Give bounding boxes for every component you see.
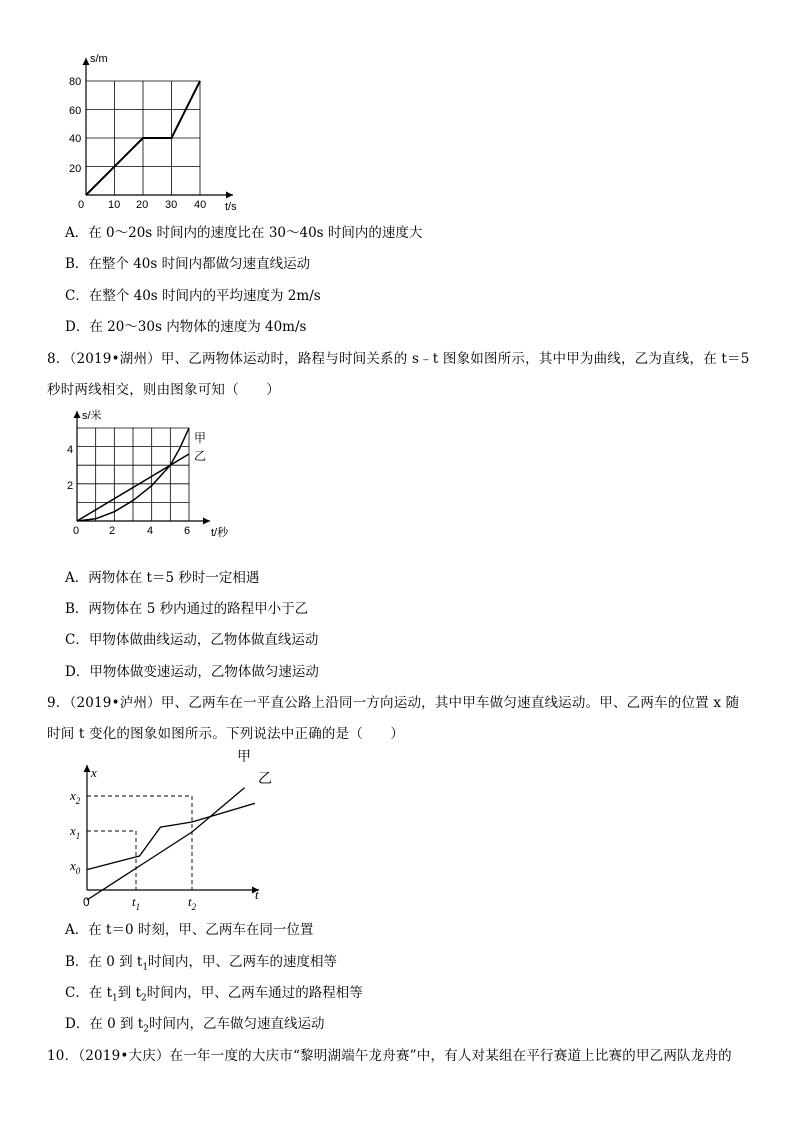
q7-option-c: C．在整个 40s 时间内的平均速度为 2m/s xyxy=(65,288,321,304)
q7-option-b: B．在整个 40s 时间内都做匀速直线运动 xyxy=(65,256,311,272)
graph-3-ytick-x2: $x_2$ xyxy=(70,788,81,806)
graph-3-x-t xyxy=(62,745,282,915)
graph-1-xtick-20: 20 xyxy=(136,199,149,211)
graph-1-xtick-40: 40 xyxy=(194,199,207,211)
q8-option-a: A．两物体在 t＝5 秒时一定相遇 xyxy=(65,570,260,586)
q9-option-b: B．在 0 到 $t_1$时间内，甲、乙两车的速度相等 xyxy=(65,954,338,973)
graph-3-xlabel: t xyxy=(255,887,259,902)
q8-option-c: C．甲物体做曲线运动，乙物体做直线运动 xyxy=(65,632,319,648)
graph-1-xlabel: t/s xyxy=(225,201,237,213)
q10-stem-line-1: 10．（2019•大庆）在一年一度的大庆市“黎明湖端午龙舟赛”中，有人对某组在平行赛道上比赛的甲乙两队龙舟的 xyxy=(47,1048,732,1064)
graph-1-xtick-10: 10 xyxy=(108,199,121,211)
graph-3-xtick-t2: $t_2$ xyxy=(188,894,197,912)
graph-3-ytick-x0: $x_0$ xyxy=(70,858,81,876)
graph-3-origin: 0 xyxy=(83,895,90,909)
q8-stem-line-1: 8．（2019•湖州）甲、乙两物体运动时，路程与时间关系的 s﹣t 图象如图所示，其中甲为曲线，乙为直线，在 t＝5 xyxy=(47,351,750,367)
graph-2-xtick-0: 0 xyxy=(73,525,80,537)
graph-3-series-yi xyxy=(87,803,255,869)
q9-option-c: C．在 $t_1$到 $t_2$时间内，甲、乙两车通过的路程相等 xyxy=(65,985,363,1004)
graph-2-xtick-2: 2 xyxy=(109,525,116,537)
graph-2-s-t xyxy=(60,405,250,545)
graph-1-xtick-0: 0 xyxy=(78,199,85,211)
graph-3-label-yi: 乙 xyxy=(258,770,272,786)
graph-1-ytick-60: 60 xyxy=(69,105,82,117)
q7-option-d: D．在 20～30s 内物体的速度为 40m/s xyxy=(65,319,307,335)
q9-option-a: A．在 t＝0 时刻，甲、乙两车在同一位置 xyxy=(65,922,314,938)
q8-option-b: B．两物体在 5 秒内通过的路程甲小于乙 xyxy=(65,601,309,617)
graph-1-s-t xyxy=(55,40,255,215)
graph-1-ytick-20: 20 xyxy=(69,163,82,175)
graph-1-xtick-30: 30 xyxy=(165,199,178,211)
graph-2-xtick-4: 4 xyxy=(147,525,154,537)
graph-2-xlabel: t/秒 xyxy=(211,527,229,539)
q8-option-d: D．甲物体做变速运动，乙物体做匀速运动 xyxy=(65,664,319,680)
graph-3-label-jia: 甲 xyxy=(237,748,251,764)
graph-3-ylabel: x xyxy=(91,765,97,780)
graph-1-ytick-40: 40 xyxy=(69,133,82,145)
graph-3-series-jia xyxy=(87,788,245,900)
graph-3-ytick-x1: $x_1$ xyxy=(70,823,81,841)
q9-option-d: D．在 0 到 $t_2$时间内，乙车做匀速直线运动 xyxy=(65,1016,325,1035)
q7-option-a: A．在 0～20s 时间内的速度比在 30～40s 时间内的速度大 xyxy=(65,225,423,241)
q9-stem-line-1: 9．（2019•泸州）甲、乙两车在一平直公路上沿同一方向运动，其中甲车做匀速直线运动。甲、乙两车的位置 x 随 xyxy=(47,695,740,711)
graph-2-ytick-2: 2 xyxy=(67,480,74,492)
graph-2-xtick-6: 6 xyxy=(184,525,191,537)
graph-2-legend-yi: 乙 xyxy=(194,449,207,463)
graph-1-ytick-80: 80 xyxy=(69,76,82,88)
q9-stem-line-2: 时间 t 变化的图象如图所示。下列说法中正确的是（ ） xyxy=(47,726,405,742)
graph-2-ytick-4: 4 xyxy=(67,444,74,456)
graph-3-xtick-t1: $t_1$ xyxy=(132,894,141,912)
q8-stem-line-2: 秒时两线相交，则由图象可知（ ） xyxy=(47,382,280,398)
graph-2-ylabel: s/米 xyxy=(82,410,102,422)
graph-2-legend-jia: 甲 xyxy=(194,431,207,445)
graph-1-ylabel: s/m xyxy=(90,53,108,65)
